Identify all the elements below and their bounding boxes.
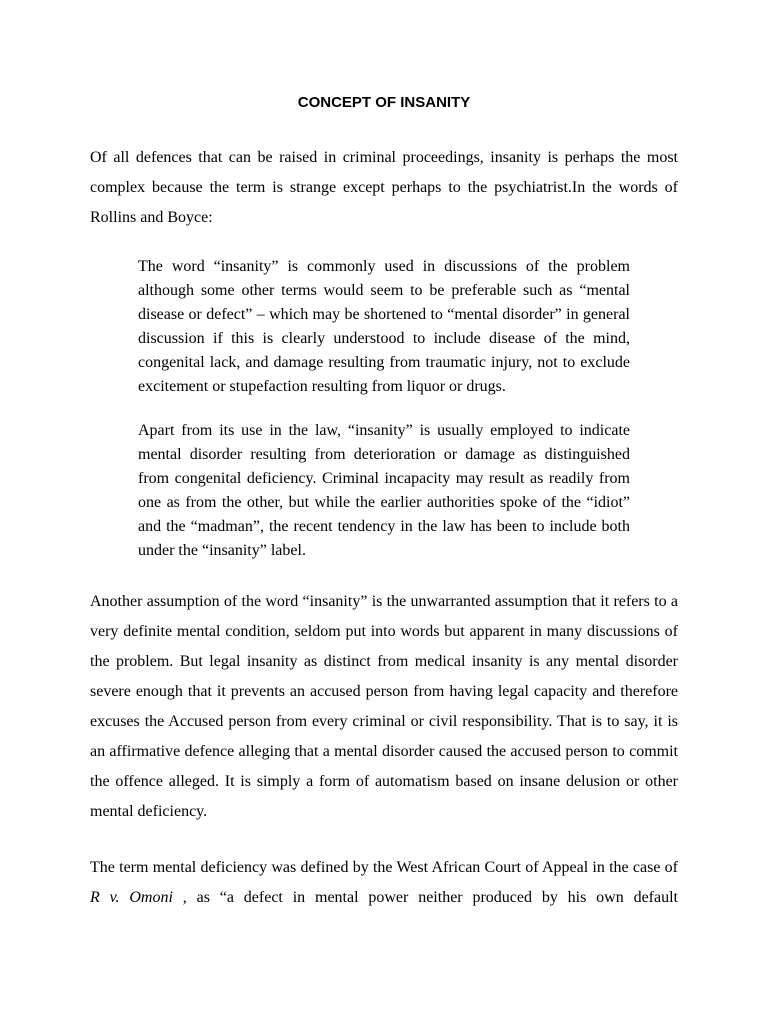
page-title: CONCEPT OF INSANITY: [297, 94, 471, 111]
paragraph-3-start: The term mental deficiency was defined by the West African Court of Appeal in the case of: [90, 859, 678, 876]
block-quote-2: Apart from its use in the law, “insanity” is usually employed to indicate mental disorder resulting from deterioration or damage as distinguished from congenital deficiency. Criminal incapacity may result as readily from one as from the other, but while the earlier authorities spoke of the “idiot” and the “madman”, the recent tendency in the law has been to include both under the “insanity” label.: [138, 422, 630, 559]
paragraph-3-end: , as “a defect in mental power neither produced by his own default: [172, 889, 678, 906]
case-citation: R v. Omoni: [90, 889, 173, 906]
block-quote-1: The word “insanity” is commonly used in discussions of the problem although some other terms would seem to be preferable such as “mental disease or defect” – which may be shortened to “mental disorder” in general discussion if this is clearly understood to include disease of the mind, congenital lack, and damage resulting from traumatic injury, not to exclude excitement or stupefaction resulting from liquor or drugs.: [138, 258, 630, 395]
intro-paragraph: Of all defences that can be raised in criminal proceedings, insanity is perhaps the most complex because the term is strange except perhaps to the psychiatrist.In the words of Rollins and Boyce:: [90, 149, 678, 226]
mental-deficiency-paragraph: [90, 853, 678, 913]
assumption-paragraph: Another assumption of the word “insanity” is the unwarranted assumption that it refers to a very definite mental condition, seldom put into words but apparent in many discussions of the problem. But legal insanity as distinct from medical insanity is any mental disorder severe enough that it prevents an accused person from having legal capacity and therefore excuses the Accused person from every criminal or civil responsibility. That is to say, it is an affirmative defence alleging that a mental disorder caused the accused person to commit the offence alleged. It is simply a form of automatism based on insane delusion or other mental deficiency.: [90, 593, 678, 820]
